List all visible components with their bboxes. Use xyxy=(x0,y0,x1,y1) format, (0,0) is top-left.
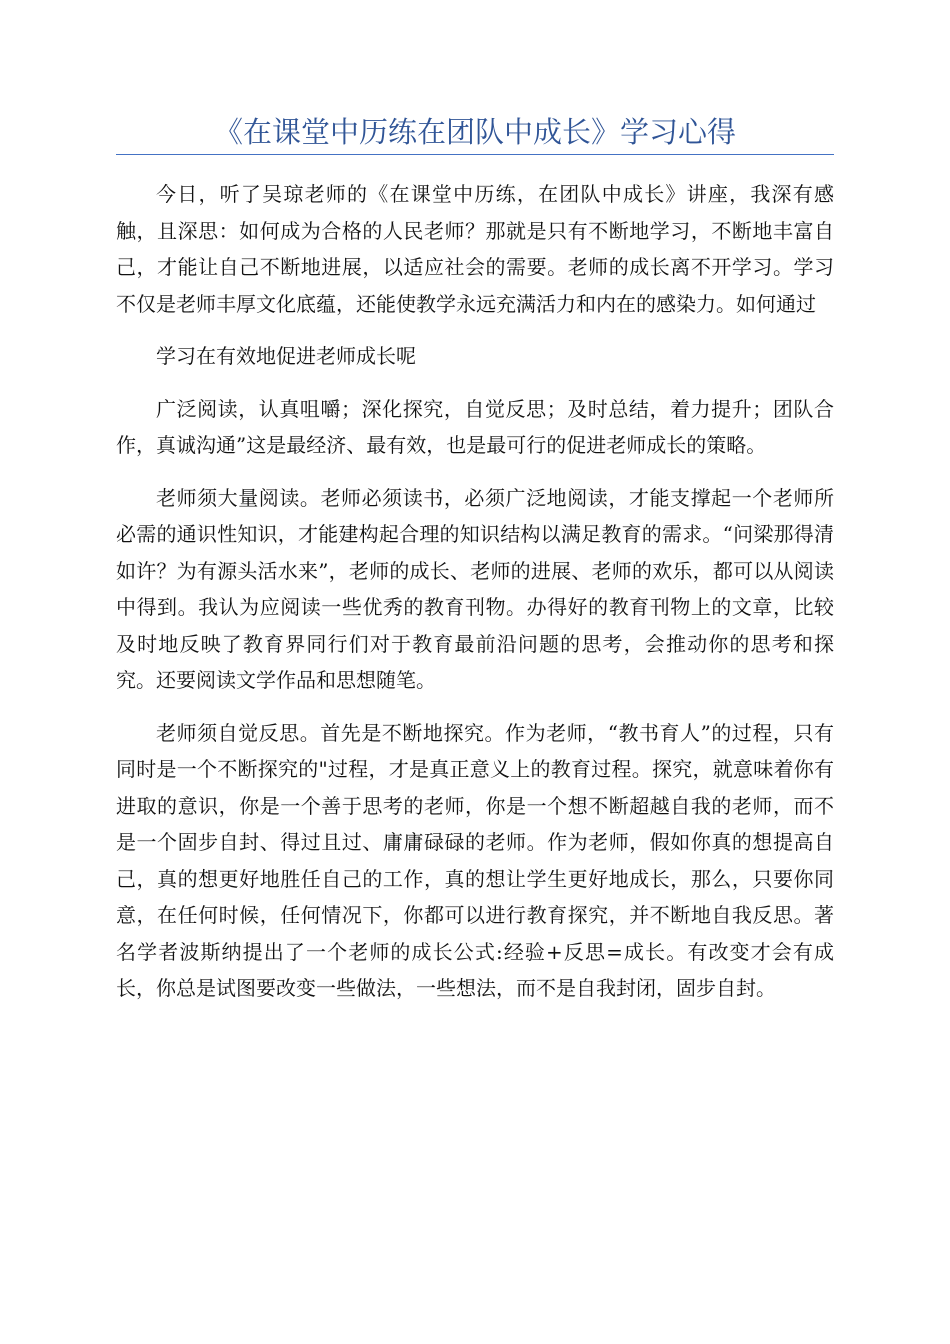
paragraph-3: 广泛阅读，认真咀嚼；深化探究，自觉反思；及时总结，着力提升；团队合作，真诚沟通”这是最经济、最有效，也是最可行的促进老师成长的策略。 xyxy=(116,396,834,457)
paragraph-1: 今日，听了吴琼老师的《在课堂中历练，在团队中成长》讲座，我深有感触，且深思：如何成为合格的人民老师？那就是只有不断地学习，不断地丰富自己，才能让自己不断地进展，以适应社会的需要。老师的成长离不开学习。学习不仅是老师丰厚文化底蕴，还能使教学永远充满活力和内在的感染力。如何通过 xyxy=(116,182,834,316)
paragraph-2: 学习在有效地促进老师成长呢 xyxy=(156,344,416,368)
paragraph-4: 老师须大量阅读。老师必须读书，必须广泛地阅读，才能支撑起一个老师所必需的通识性知识，才能建构起合理的知识结构以满足教育的需求。“问梁那得清如许？为有源头活水来”，老师的成长、老师的进展、老师的欢乐，都可以从阅读中得到。我认为应阅读一些优秀的教育刊物。办得好的教育刊物上的文章，比较及时地反映了教育界同行们对于教育最前沿问题的思考，会推动你的思考和探究。还要阅读文学作品和思想随笔。 xyxy=(116,485,834,692)
document-body xyxy=(116,176,834,1023)
paragraph-5: 老师须自觉反思。首先是不断地探究。作为老师，“教书育人”的过程，只有同时是一个不断探究的"过程，才是真正意义上的教育过程。探究，就意味着你有进取的意识，你是一个善于思考的老师，你是一个想不断超越自我的老师，而不是一个固步自封、得过且过、庸庸碌碌的老师。作为老师，假如你真的想提高自己，真的想更好地胜任自己的工作，真的想让学生更好地成长，那么，只要你同意，在任何时候，任何情况下，你都可以进行教育探究，并不断地自我反思。著名学者波斯纳提出了一个老师的成长公式:经验+反思=成长。有改变才会有成长，你总是试图要改变一些做法，一些想法，而不是自我封闭，固步自封。 xyxy=(116,720,834,1000)
title-underline xyxy=(116,154,834,155)
document-title: 《在课堂中历练在团队中成长》学习心得 xyxy=(213,115,736,149)
